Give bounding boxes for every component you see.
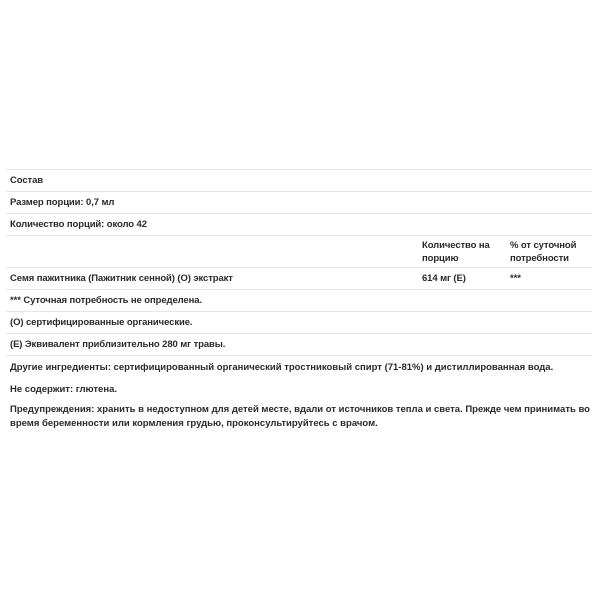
table-header-row: [6, 236, 592, 268]
column-header-amount: Количество на порцию: [422, 240, 490, 264]
servings-per-container: Количество порций: около 42: [10, 219, 147, 230]
note: (O) сертифицированные органические.: [10, 317, 193, 328]
note: (E) Эквивалент приблизительно 280 мг травы.: [10, 339, 226, 350]
table-row: [6, 268, 592, 290]
servings-row: [6, 214, 592, 236]
note-row: [6, 312, 592, 334]
note: *** Суточная потребность не определена.: [10, 295, 202, 306]
other-ingredients: Другие ингредиенты: сертифицированный органический тростниковый спирт (71-81%) и дистиллированная вода.: [10, 362, 554, 373]
note-row: [6, 334, 592, 356]
note-row: [6, 290, 592, 312]
warnings: Предупреждения: хранить в недоступном для детей месте, вдали от источников тепла и света. Прежде чем принимать во время беременности или кормления грудью, проконсультируйтесь с врачом.: [10, 404, 590, 429]
serving-size: Размер порции: 0,7 мл: [10, 197, 115, 208]
ingredient-daily-value: ***: [510, 273, 521, 284]
ingredient-amount: 614 мг (E): [422, 273, 466, 284]
free-of: Не содержит: глютена.: [10, 384, 117, 395]
column-header-daily-value: % от суточной потребности: [510, 240, 577, 264]
table-title-row: [6, 170, 592, 192]
table-title: Состав: [10, 175, 43, 186]
supplement-facts-table: [6, 169, 592, 356]
serving-size-row: [6, 192, 592, 214]
ingredient-name: Семя пажитника (Пажитник сенной) (O) экстракт: [10, 273, 233, 284]
